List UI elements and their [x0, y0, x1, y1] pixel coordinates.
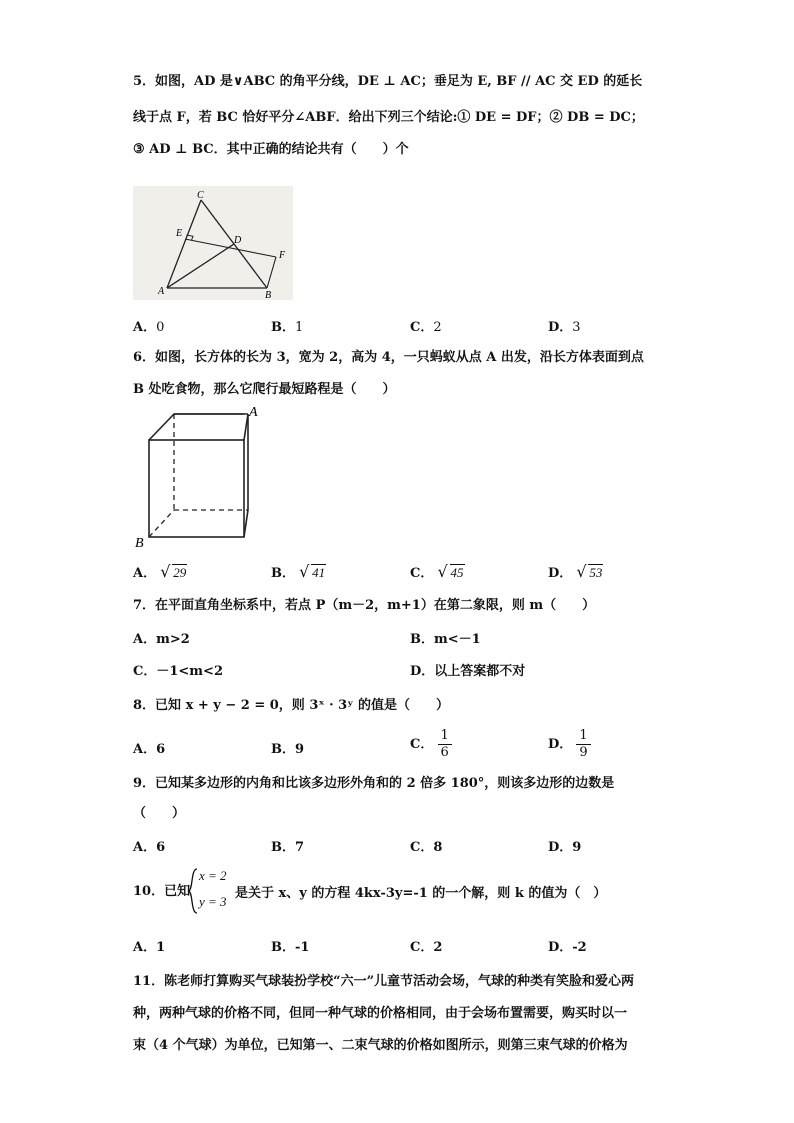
q5-line2: 线于点 F，若 BC 恰好平分∠ABF．给出下列三个结论:① DE = DF；② DB = DC； [133, 110, 644, 125]
q10-suffix: 是关于 x、y 的方程 4kx-3y=-1 的一个解，则 k 的值为（ ） [235, 886, 607, 901]
q10-system-line1: x = 2 [199, 868, 227, 883]
q5-line1: 5．如图，AD 是∨ABC 的角平分线，DE ⊥ AC；垂足为 E, BF // AC 交 ED 的延长 [133, 74, 643, 89]
q7-option-a: A．m>2 [133, 632, 190, 647]
q5-label-C: C [197, 190, 204, 201]
q6-line2: B 处吃食物，那么它爬行最短路程是（ ） [133, 382, 396, 397]
q6-option-a: A． √ 29 [133, 562, 187, 581]
q6-label-A: A [249, 405, 258, 420]
q9-option-b: B．7 [271, 840, 305, 855]
q9-option-d: D．9 [548, 840, 582, 855]
q7-option-b: B．m<－1 [410, 632, 481, 647]
q5-option-d: D．3 [548, 320, 581, 335]
q6-label-B: B [135, 536, 144, 550]
q5-label-F: F [279, 250, 286, 261]
q9-line1: 9．已知某多边形的内角和比该多边形外角和的 2 倍多 180°，则该多边形的边数是 [133, 776, 615, 791]
q9-option-a: A．6 [133, 840, 166, 855]
q6-line1: 6．如图，长方体的长为 3，宽为 2，高为 4，一只蚂蚁从点 A 出发，沿长方体表面到点 [133, 350, 644, 365]
q10-option-c: C．2 [410, 940, 443, 955]
q10-option-d: D．-2 [548, 940, 587, 955]
q8-option-c: C． $\frac{1}{6}$ [410, 728, 452, 761]
q9-option-c: C．8 [410, 840, 443, 855]
q5-label-B: B [265, 290, 272, 300]
q5-option-b: B．1 [271, 320, 304, 335]
q10-option-a: A．1 [133, 940, 166, 955]
q6-option-d: D． √ 53 [548, 562, 603, 581]
q6-option-b: B． √ 41 [271, 562, 326, 581]
q5-option-c: C．2 [410, 320, 442, 335]
q11-line3: 束（4 个气球）为单位，已知第一、二束气球的价格如图所示，则第三束气球的价格为 [133, 1038, 628, 1053]
q10-system-line2: y = 3 [199, 894, 227, 909]
q8-option-b: B．9 [271, 742, 305, 757]
q7-line1: 7．在平面直角坐标系中，若点 P（m－2，m+1）在第二象限，则 m（ ） [133, 598, 596, 613]
q11-line1: 11．陈老师打算购买气球装扮学校“六一”儿童节活动会场，气球的种类有笑脸和爱心两 [133, 974, 635, 989]
q5-label-E: E [176, 228, 183, 239]
q5-label-A: A [158, 286, 165, 297]
q6-option-c: C． √ 45 [410, 562, 464, 581]
q7-option-d: D．以上答案都不对 [410, 664, 526, 679]
q10-brace-icon [188, 868, 198, 914]
q8-option-d: D． $\frac{1}{9}$ [548, 728, 591, 761]
q9-line2: （ ） [133, 806, 186, 821]
q8-line1: 8．已知 x + y − 2 = 0，则 3ˣ · 3ʸ 的值是（ ） [133, 698, 449, 713]
q5-line3: ③ AD ⊥ BC．其中正确的结论共有（ ）个 [133, 142, 409, 157]
q10-prefix: 10．已知 [133, 884, 191, 899]
q8-option-a: A．6 [133, 742, 166, 757]
q5-label-D: D [234, 235, 242, 246]
q5-triangle-figure [133, 186, 293, 300]
q10-option-b: B．-1 [271, 940, 310, 955]
q6-cuboid-figure [133, 404, 263, 550]
q7-option-c: C．－1<m<2 [133, 664, 223, 679]
q11-line2: 种，两种气球的价格不同，但同一种气球的价格相同，由于会场布置需要，购买时以一 [133, 1006, 628, 1021]
q5-option-a: A．0 [133, 320, 165, 335]
